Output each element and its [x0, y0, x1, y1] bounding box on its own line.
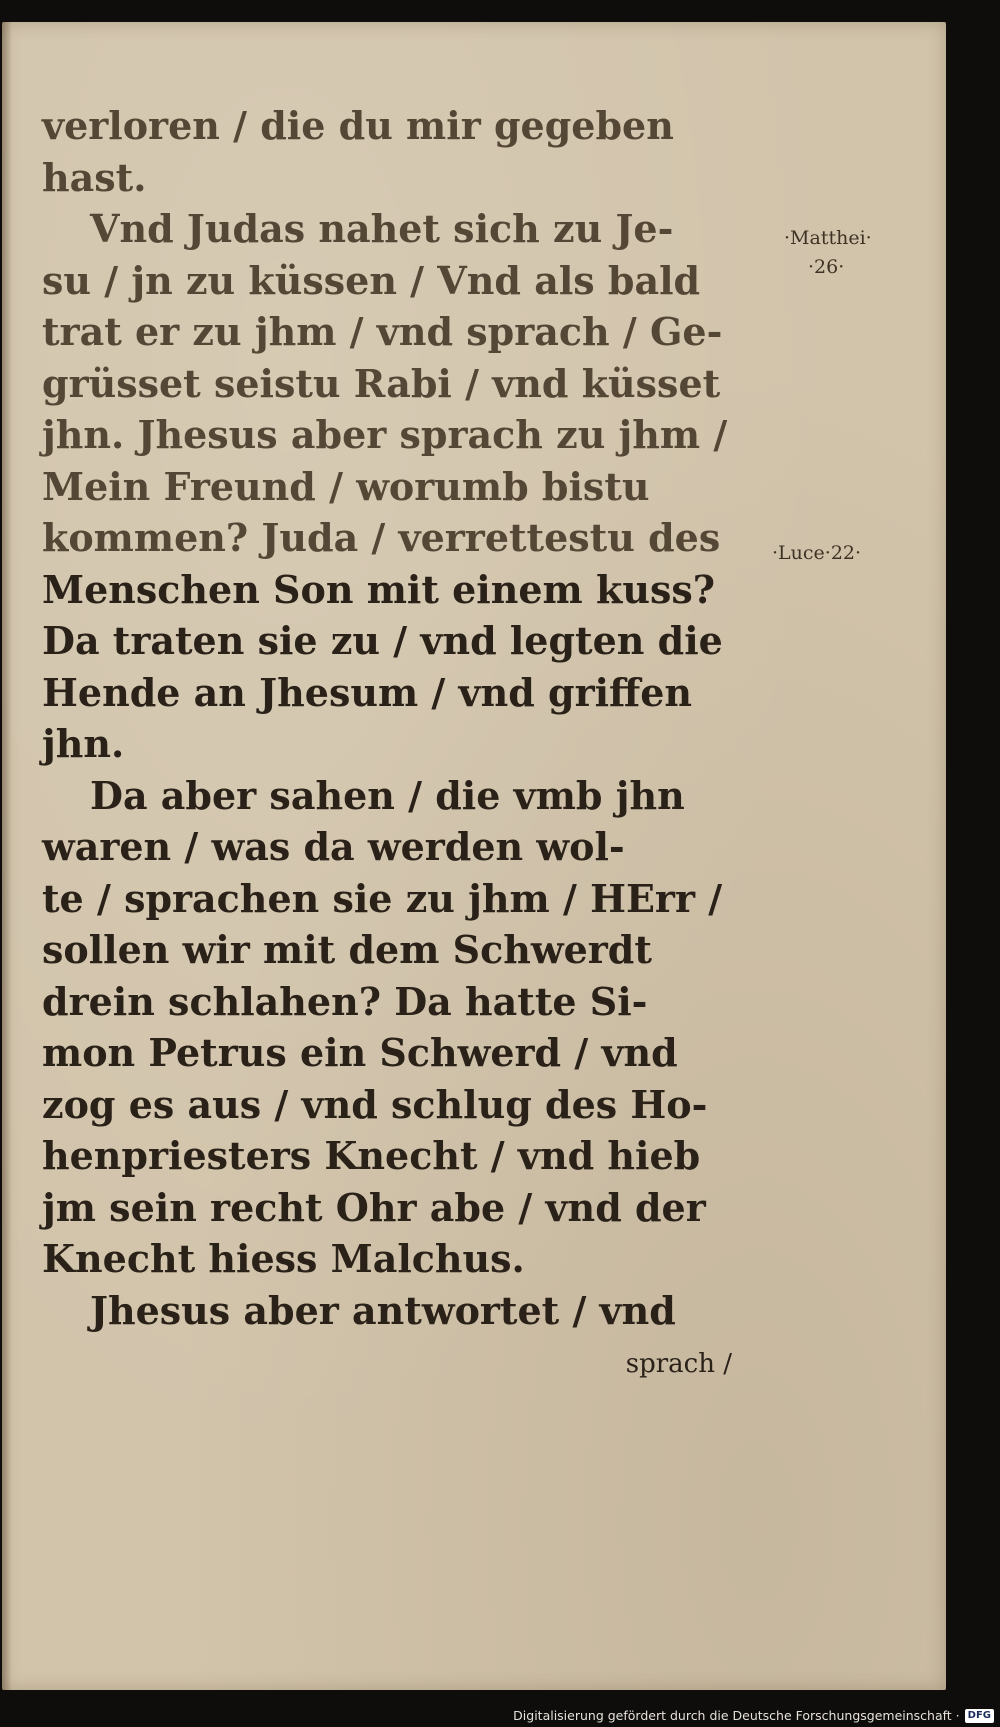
dfg-logo-icon: DFG — [965, 1709, 994, 1723]
text-line: Da aber sahen / die vmb jhn — [90, 772, 685, 818]
funding-footer — [513, 1708, 994, 1723]
margin-note-luke: ·Luce·22· — [772, 542, 862, 564]
text-line: jhn. Jhesus aber sprach zu jhm / — [42, 412, 728, 457]
main-text-block — [42, 100, 732, 1384]
text-line: Jhesus aber antwortet / vnd — [90, 1287, 676, 1333]
text-line: verloren / die du mir gegeben — [42, 103, 674, 148]
text-line: zog es aus / vnd schlug des Ho- — [42, 1081, 708, 1127]
text-line: hast. — [42, 154, 147, 200]
text-line: Menschen Son mit einem kuss? — [42, 566, 715, 612]
text-line: trat er zu jhm / vnd sprach / Ge- — [42, 309, 723, 354]
text-line: jm sein recht Ohr abe / vnd der — [42, 1184, 706, 1230]
margin-note-matthew: ·Matthei· — [784, 227, 872, 249]
text-line: mon Petrus ein Schwerd / vnd — [42, 1030, 678, 1075]
text-line: henpriesters Knecht / vnd hieb — [42, 1133, 701, 1178]
text-line: drein schlahen? Da hatte Si- — [42, 978, 648, 1024]
text-line: Mein Freund / worumb bistu — [42, 463, 650, 509]
text-line: sollen wir mit dem Schwerdt — [42, 927, 652, 972]
text-line: su / jn zu küssen / Vnd als bald — [42, 257, 701, 303]
catchword: sprach / — [625, 1349, 732, 1379]
text-line: kommen? Juda / verrettestu des — [42, 515, 721, 560]
text-line: Da traten sie zu / vnd legten die — [42, 618, 723, 663]
spine-shadow — [2, 22, 12, 1690]
funding-text: Digitalisierung gefördert durch die Deutsche Forschungsgemeinschaft · — [513, 1708, 960, 1723]
margin-note-matthew-chapter: ·26· — [808, 256, 845, 278]
text-line: Vnd Judas nahet sich zu Je- — [90, 206, 674, 251]
text-line: te / sprachen sie zu jhm / HErr / — [42, 875, 723, 921]
text-line: Hende an Jhesum / vnd griffen — [42, 669, 693, 715]
text-line: jhn. — [42, 721, 125, 766]
text-line: grüsset seistu Rabi / vnd küsset — [42, 360, 721, 406]
text-line: Knecht hiess Malchus. — [42, 1236, 525, 1281]
book-page — [2, 22, 946, 1690]
text-line: waren / was da werden wol- — [42, 824, 625, 869]
